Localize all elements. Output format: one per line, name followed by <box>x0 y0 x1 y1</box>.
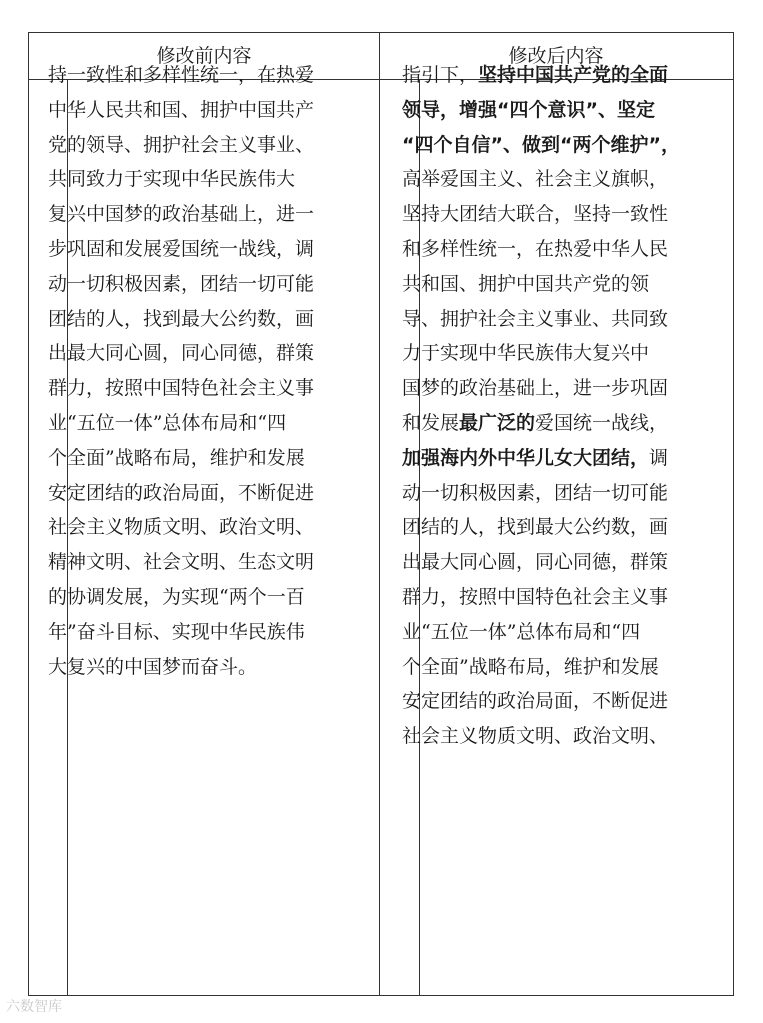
text-line <box>402 650 698 685</box>
text-segment: 和多样性统一，在热爱中华人民 <box>402 237 669 260</box>
text-segment: 共同致力于实现中华民族伟大 <box>48 168 296 191</box>
text-line <box>402 336 698 371</box>
text-line <box>402 580 698 615</box>
bold-text-segment: 坚持中国共产党的全面 <box>478 64 669 86</box>
text-segment: 复兴中国梦的政治基础上，进一 <box>48 203 315 226</box>
text-segment: 出最大同心圆，同心同德，群策 <box>402 551 669 574</box>
text-segment: 导、拥护社会主义事业、共同致 <box>402 307 669 330</box>
text-line <box>402 406 698 441</box>
text-line <box>402 93 698 128</box>
text-segment: 动一切积极因素，团结一切可能 <box>402 481 669 504</box>
text-line <box>402 128 698 163</box>
text-line <box>402 232 698 267</box>
bold-text-segment: “四个自信”、做到“两个维护”， <box>402 133 680 156</box>
text-segment: 群力，按照中国特色社会主义事 <box>48 377 315 400</box>
text-line <box>402 719 698 754</box>
text-segment: 精神文明、社会文明、生态文明 <box>48 551 315 574</box>
bold-text-segment: 最广泛的 <box>459 411 536 434</box>
text-line <box>48 510 343 545</box>
text-line <box>402 615 698 650</box>
column-divider <box>379 33 380 995</box>
text-line <box>402 197 698 232</box>
text-line <box>402 302 698 337</box>
text-segment: 动一切积极因素，团结一切可能 <box>48 272 315 295</box>
text-line <box>48 232 343 267</box>
text-segment: 和发展 <box>402 411 460 434</box>
text-segment: 群力，按照中国特色社会主义事 <box>402 585 669 608</box>
after-content <box>402 58 698 754</box>
text-segment: 步巩固和发展爱国统一战线，调 <box>48 237 315 260</box>
text-line <box>48 650 343 685</box>
text-line <box>402 545 698 580</box>
header-after: 修改后内容 <box>508 45 604 67</box>
text-line <box>402 162 698 197</box>
header-before: 修改前内容 <box>156 45 252 67</box>
text-line <box>402 267 698 302</box>
text-segment: 业“五位一体”总体布局和“四 <box>402 620 641 643</box>
text-line <box>48 128 343 163</box>
text-line <box>48 615 343 650</box>
text-segment: 党的领导、拥护社会主义事业、 <box>48 133 315 156</box>
text-segment: 年”奋斗目标、实现中华民族伟 <box>48 620 305 643</box>
watermark-text: 六数智库 <box>6 999 62 1015</box>
text-segment: 高举爱国主义、社会主义旗帜， <box>402 168 669 191</box>
text-line <box>402 476 698 511</box>
text-segment: 调 <box>649 446 669 469</box>
bold-text-segment: 加强海内外中华儿女大团结， <box>402 446 650 469</box>
text-segment: 力于实现中华民族伟大复兴中 <box>402 342 650 365</box>
before-content <box>48 58 343 684</box>
text-segment: 坚持大团结大联合，坚持一致性 <box>402 203 669 226</box>
text-line <box>48 267 343 302</box>
text-segment: 持一致性和多样性统一，在热爱 <box>48 64 315 86</box>
text-line <box>402 510 698 545</box>
text-line <box>402 58 698 93</box>
text-segment: 业“五位一体”总体布局和“四 <box>48 411 287 434</box>
text-segment: 团结的人，找到最大公约数，画 <box>402 516 669 539</box>
text-line <box>48 545 343 580</box>
text-line <box>402 371 698 406</box>
text-segment: 中华人民共和国、拥护中国共产 <box>48 98 315 121</box>
text-line <box>48 93 343 128</box>
text-segment: 个全面”战略布局，维护和发展 <box>48 446 305 469</box>
text-segment: 出最大同心圆，同心同德，群策 <box>48 342 315 365</box>
text-line <box>48 580 343 615</box>
text-line <box>48 58 343 93</box>
text-line <box>402 441 698 476</box>
text-segment: 个全面”战略布局，维护和发展 <box>402 655 659 678</box>
text-segment: 团结的人，找到最大公约数，画 <box>48 307 315 330</box>
text-segment: 国梦的政治基础上，进一步巩固 <box>402 377 669 400</box>
text-segment: 安定团结的政治局面，不断促进 <box>402 690 669 713</box>
text-segment: 的协调发展，为实现“两个一百 <box>48 585 305 608</box>
text-line <box>48 302 343 337</box>
text-segment: 爱国统一战线， <box>535 411 669 434</box>
bold-text-segment: 领导，增强“四个意识”、坚定 <box>402 98 655 121</box>
text-segment: 指引下， <box>402 64 479 86</box>
text-segment: 大复兴的中国梦而奋斗。 <box>48 655 258 678</box>
text-segment: 社会主义物质文明、政治文明、 <box>402 725 669 748</box>
text-line <box>48 406 343 441</box>
text-line <box>402 684 698 719</box>
text-line <box>48 476 343 511</box>
text-line <box>48 197 343 232</box>
text-line <box>48 336 343 371</box>
text-segment: 安定团结的政治局面，不断促进 <box>48 481 315 504</box>
text-line <box>48 371 343 406</box>
text-segment: 共和国、拥护中国共产党的领 <box>402 272 650 295</box>
text-segment: 社会主义物质文明、政治文明、 <box>48 516 315 539</box>
text-line <box>48 162 343 197</box>
text-line <box>48 441 343 476</box>
